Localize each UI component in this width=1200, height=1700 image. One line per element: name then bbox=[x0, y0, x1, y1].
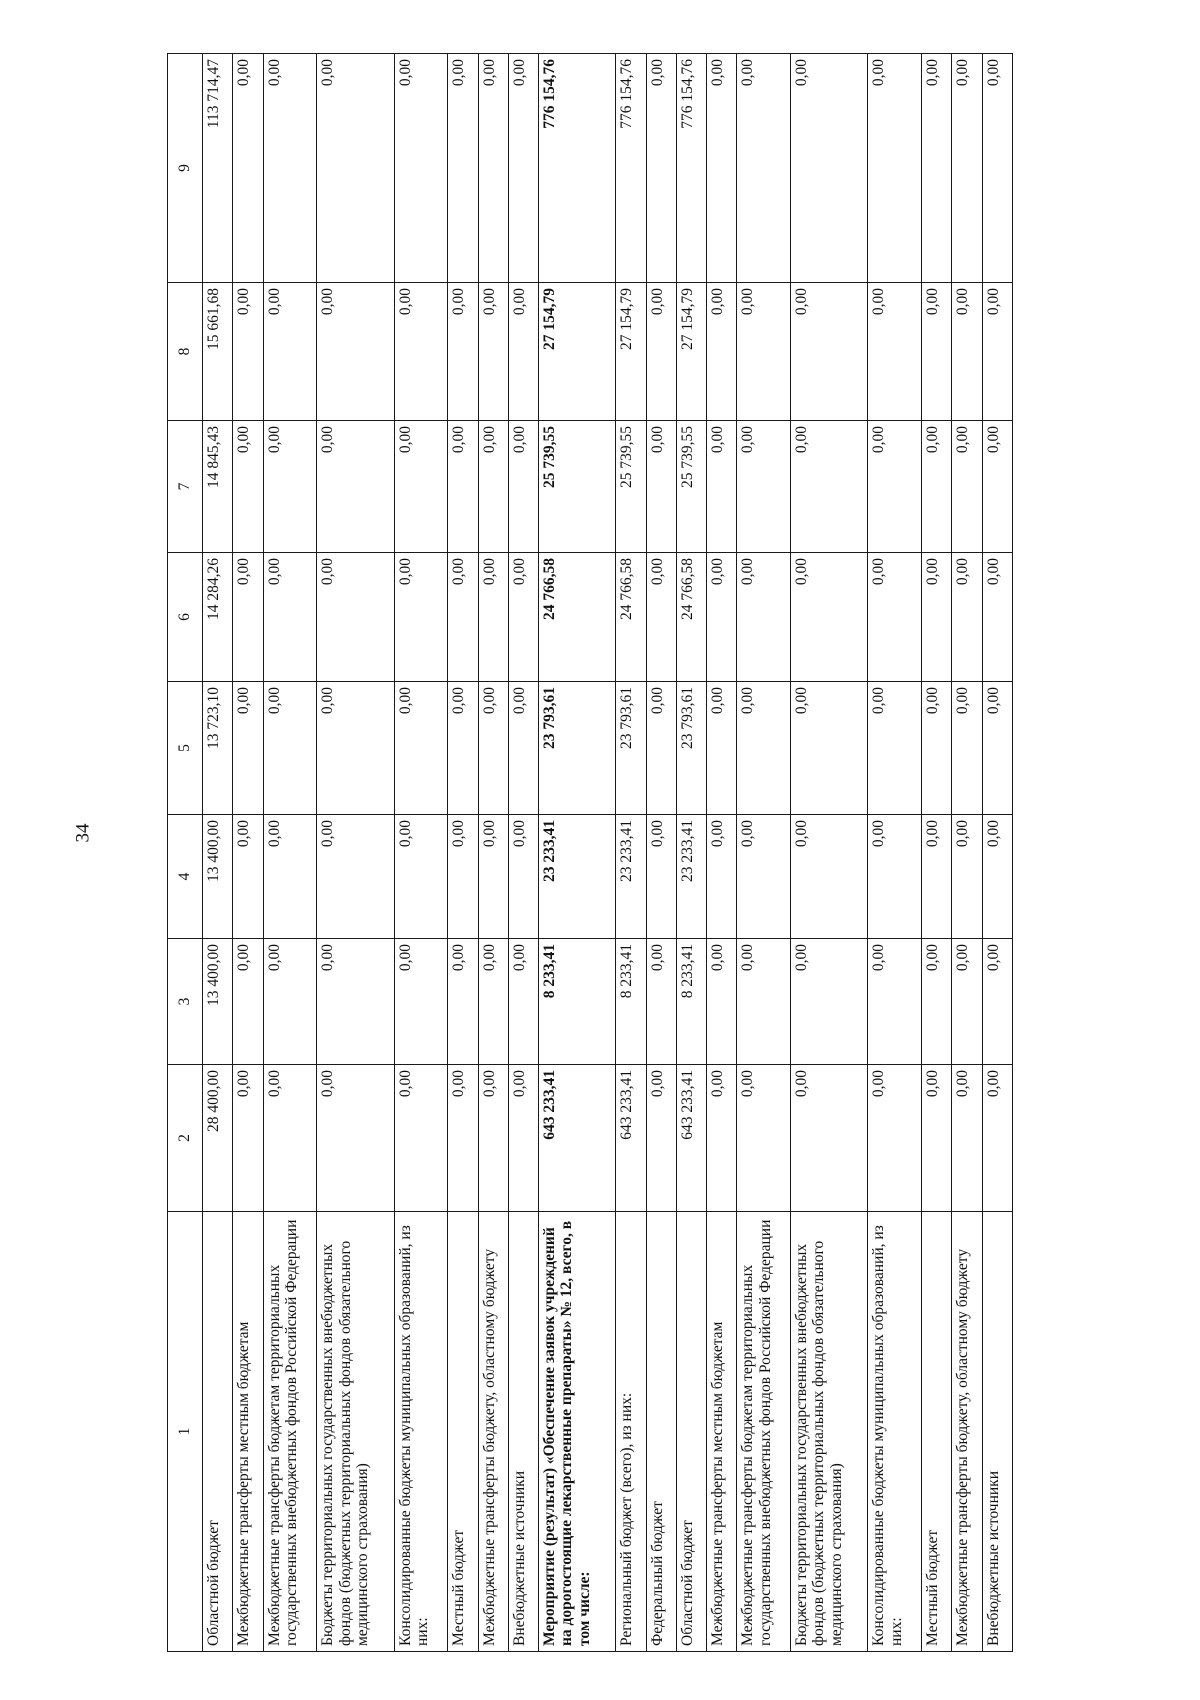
cell-col-6: 0,00 bbox=[394, 553, 448, 682]
cell-col-6: 0,00 bbox=[478, 553, 508, 682]
cell-col-5: 0,00 bbox=[263, 682, 317, 815]
cell-col-7: 0,00 bbox=[448, 421, 478, 553]
cell-col-5: 0,00 bbox=[707, 682, 737, 815]
cell-col-4: 23 233,41 bbox=[616, 815, 646, 939]
cell-col-4: 0,00 bbox=[448, 815, 478, 939]
cell-col-7: 0,00 bbox=[707, 421, 737, 553]
cell-col-7: 0,00 bbox=[317, 421, 394, 553]
cell-col-4: 0,00 bbox=[737, 815, 791, 939]
cell-col-3: 0,00 bbox=[868, 939, 922, 1065]
row-label: Межбюджетные трансферты местным бюджетам bbox=[233, 1212, 263, 1652]
cell-col-2: 643 233,41 bbox=[616, 1065, 646, 1212]
cell-col-2: 0,00 bbox=[317, 1065, 394, 1212]
cell-col-8: 0,00 bbox=[233, 283, 263, 421]
table-row bbox=[982, 54, 1013, 1652]
row-label: Межбюджетные трансферты бюджетам территориальных государственных внебюджетных фондов Российской Федерации bbox=[263, 1212, 317, 1652]
cell-col-8: 0,00 bbox=[737, 283, 791, 421]
cell-col-7: 0,00 bbox=[233, 421, 263, 553]
cell-col-8: 0,00 bbox=[982, 283, 1013, 421]
row-label: Областной бюджет bbox=[203, 1212, 233, 1652]
row-label: Местный бюджет bbox=[922, 1212, 952, 1652]
cell-col-5: 0,00 bbox=[394, 682, 448, 815]
cell-col-9: 0,00 bbox=[922, 54, 952, 283]
cell-col-3: 0,00 bbox=[263, 939, 317, 1065]
cell-col-9: 0,00 bbox=[508, 54, 538, 283]
cell-col-4: 0,00 bbox=[233, 815, 263, 939]
cell-col-6: 24 766,58 bbox=[676, 553, 706, 682]
cell-col-2: 0,00 bbox=[478, 1065, 508, 1212]
cell-col-2: 28 400,00 bbox=[203, 1065, 233, 1212]
cell-col-5: 23 793,61 bbox=[539, 682, 616, 815]
table-row bbox=[952, 54, 982, 1652]
cell-col-4: 13 400,00 bbox=[203, 815, 233, 939]
cell-col-4: 0,00 bbox=[508, 815, 538, 939]
cell-col-4: 23 233,41 bbox=[539, 815, 616, 939]
cell-col-2: 0,00 bbox=[922, 1065, 952, 1212]
table-row bbox=[707, 54, 737, 1652]
cell-col-5: 0,00 bbox=[737, 682, 791, 815]
row-label: Бюджеты территориальных государственных внебюджетных фондов (бюджетных территориальных фондов обязательного медицинского страхования) bbox=[791, 1212, 868, 1652]
row-label: Бюджеты территориальных государственных внебюджетных фондов (бюджетных территориальных фондов обязательного медицинского страхования) bbox=[317, 1212, 394, 1652]
header-row bbox=[168, 54, 203, 1652]
cell-col-3: 8 233,41 bbox=[676, 939, 706, 1065]
table-row bbox=[676, 54, 706, 1652]
column-header-4: 4 bbox=[168, 815, 203, 939]
cell-col-8: 0,00 bbox=[448, 283, 478, 421]
cell-col-9: 0,00 bbox=[317, 54, 394, 283]
cell-col-8: 0,00 bbox=[317, 283, 394, 421]
cell-col-7: 0,00 bbox=[646, 421, 676, 553]
row-label: Межбюджетные трансферты бюджетам территориальных государственных внебюджетных фондов Российской Федерации bbox=[737, 1212, 791, 1652]
cell-col-8: 0,00 bbox=[868, 283, 922, 421]
cell-col-4: 0,00 bbox=[868, 815, 922, 939]
table-row bbox=[868, 54, 922, 1652]
cell-col-2: 0,00 bbox=[791, 1065, 868, 1212]
cell-col-6: 0,00 bbox=[263, 553, 317, 682]
rotated-page-content bbox=[167, 54, 1013, 1652]
table-row bbox=[646, 54, 676, 1652]
cell-col-6: 0,00 bbox=[737, 553, 791, 682]
cell-col-2: 0,00 bbox=[737, 1065, 791, 1212]
cell-col-7: 0,00 bbox=[868, 421, 922, 553]
cell-col-5: 23 793,61 bbox=[676, 682, 706, 815]
cell-col-2: 0,00 bbox=[982, 1065, 1013, 1212]
cell-col-2: 0,00 bbox=[508, 1065, 538, 1212]
cell-col-7: 0,00 bbox=[982, 421, 1013, 553]
cell-col-3: 0,00 bbox=[233, 939, 263, 1065]
cell-col-7: 14 845,43 bbox=[203, 421, 233, 553]
cell-col-6: 0,00 bbox=[448, 553, 478, 682]
cell-col-5: 23 793,61 bbox=[616, 682, 646, 815]
row-label: Межбюджетные трансферты бюджету, областному бюджету bbox=[478, 1212, 508, 1652]
table-row bbox=[233, 54, 263, 1652]
cell-col-6: 14 284,26 bbox=[203, 553, 233, 682]
cell-col-9: 0,00 bbox=[448, 54, 478, 283]
cell-col-7: 0,00 bbox=[922, 421, 952, 553]
cell-col-8: 0,00 bbox=[922, 283, 952, 421]
cell-col-9: 0,00 bbox=[646, 54, 676, 283]
cell-col-7: 0,00 bbox=[952, 421, 982, 553]
cell-col-8: 0,00 bbox=[791, 283, 868, 421]
cell-col-9: 0,00 bbox=[868, 54, 922, 283]
cell-col-8: 27 154,79 bbox=[539, 283, 616, 421]
cell-col-4: 0,00 bbox=[707, 815, 737, 939]
cell-col-9: 0,00 bbox=[478, 54, 508, 283]
cell-col-3: 0,00 bbox=[508, 939, 538, 1065]
table-row bbox=[394, 54, 448, 1652]
row-label: Местный бюджет bbox=[448, 1212, 478, 1652]
cell-col-6: 0,00 bbox=[791, 553, 868, 682]
cell-col-6: 0,00 bbox=[982, 553, 1013, 682]
column-header-1: 1 bbox=[168, 1212, 203, 1652]
cell-col-9: 113 714,47 bbox=[203, 54, 233, 283]
cell-col-8: 0,00 bbox=[478, 283, 508, 421]
cell-col-2: 0,00 bbox=[868, 1065, 922, 1212]
cell-col-9: 776 154,76 bbox=[616, 54, 646, 283]
cell-col-2: 0,00 bbox=[707, 1065, 737, 1212]
table-row bbox=[448, 54, 478, 1652]
cell-col-2: 0,00 bbox=[952, 1065, 982, 1212]
cell-col-7: 0,00 bbox=[394, 421, 448, 553]
cell-col-3: 0,00 bbox=[791, 939, 868, 1065]
table-row bbox=[508, 54, 538, 1652]
table-body bbox=[203, 54, 1013, 1652]
cell-col-8: 0,00 bbox=[394, 283, 448, 421]
cell-col-5: 0,00 bbox=[448, 682, 478, 815]
column-header-6: 6 bbox=[168, 553, 203, 682]
cell-col-5: 0,00 bbox=[952, 682, 982, 815]
row-label: Областной бюджет bbox=[676, 1212, 706, 1652]
cell-col-6: 0,00 bbox=[922, 553, 952, 682]
table-row bbox=[263, 54, 317, 1652]
cell-col-5: 0,00 bbox=[922, 682, 952, 815]
table-row bbox=[737, 54, 791, 1652]
cell-col-6: 0,00 bbox=[952, 553, 982, 682]
column-header-5: 5 bbox=[168, 682, 203, 815]
page-number: 34 bbox=[72, 823, 94, 843]
cell-col-7: 0,00 bbox=[508, 421, 538, 553]
cell-col-7: 0,00 bbox=[737, 421, 791, 553]
cell-col-6: 0,00 bbox=[317, 553, 394, 682]
cell-col-6: 24 766,58 bbox=[539, 553, 616, 682]
cell-col-7: 25 739,55 bbox=[539, 421, 616, 553]
cell-col-8: 0,00 bbox=[646, 283, 676, 421]
cell-col-6: 0,00 bbox=[646, 553, 676, 682]
cell-col-9: 0,00 bbox=[952, 54, 982, 283]
table-row bbox=[616, 54, 646, 1652]
cell-col-5: 0,00 bbox=[233, 682, 263, 815]
cell-col-2: 643 233,41 bbox=[539, 1065, 616, 1212]
table-row bbox=[539, 54, 616, 1652]
row-label: Региональный бюджет (всего), из них: bbox=[616, 1212, 646, 1652]
cell-col-2: 0,00 bbox=[646, 1065, 676, 1212]
cell-col-5: 0,00 bbox=[317, 682, 394, 815]
cell-col-2: 0,00 bbox=[394, 1065, 448, 1212]
table-row bbox=[478, 54, 508, 1652]
cell-col-3: 0,00 bbox=[646, 939, 676, 1065]
cell-col-4: 0,00 bbox=[791, 815, 868, 939]
row-label: Межбюджетные трансферты местным бюджетам bbox=[707, 1212, 737, 1652]
cell-col-3: 0,00 bbox=[448, 939, 478, 1065]
cell-col-9: 0,00 bbox=[791, 54, 868, 283]
cell-col-3: 0,00 bbox=[707, 939, 737, 1065]
cell-col-8: 0,00 bbox=[263, 283, 317, 421]
cell-col-3: 13 400,00 bbox=[203, 939, 233, 1065]
column-header-9: 9 bbox=[168, 54, 203, 283]
cell-col-8: 0,00 bbox=[952, 283, 982, 421]
row-label: Федеральный бюджет bbox=[646, 1212, 676, 1652]
cell-col-4: 0,00 bbox=[394, 815, 448, 939]
cell-col-4: 0,00 bbox=[263, 815, 317, 939]
cell-col-5: 0,00 bbox=[868, 682, 922, 815]
cell-col-7: 25 739,55 bbox=[676, 421, 706, 553]
cell-col-2: 643 233,41 bbox=[676, 1065, 706, 1212]
column-header-2: 2 bbox=[168, 1065, 203, 1212]
column-header-8: 8 bbox=[168, 283, 203, 421]
cell-col-7: 0,00 bbox=[263, 421, 317, 553]
cell-col-5: 0,00 bbox=[478, 682, 508, 815]
cell-col-5: 0,00 bbox=[982, 682, 1013, 815]
cell-col-7: 25 739,55 bbox=[616, 421, 646, 553]
cell-col-2: 0,00 bbox=[448, 1065, 478, 1212]
row-label: Межбюджетные трансферты бюджету, областному бюджету bbox=[952, 1212, 982, 1652]
cell-col-3: 0,00 bbox=[478, 939, 508, 1065]
cell-col-3: 0,00 bbox=[982, 939, 1013, 1065]
row-label: Внебюджетные источники bbox=[982, 1212, 1013, 1652]
cell-col-9: 0,00 bbox=[263, 54, 317, 283]
cell-col-9: 0,00 bbox=[982, 54, 1013, 283]
cell-col-6: 0,00 bbox=[508, 553, 538, 682]
column-header-7: 7 bbox=[168, 421, 203, 553]
table-row bbox=[203, 54, 233, 1652]
cell-col-8: 0,00 bbox=[707, 283, 737, 421]
cell-col-8: 27 154,79 bbox=[676, 283, 706, 421]
cell-col-9: 0,00 bbox=[737, 54, 791, 283]
cell-col-8: 15 661,68 bbox=[203, 283, 233, 421]
cell-col-2: 0,00 bbox=[233, 1065, 263, 1212]
cell-col-4: 0,00 bbox=[478, 815, 508, 939]
row-label: Консолидированные бюджеты муниципальных образований, из них: bbox=[394, 1212, 448, 1652]
cell-col-3: 0,00 bbox=[394, 939, 448, 1065]
row-label: Мероприятие (результат) «Обеспечение заявок учреждений на дорогостоящие лекарственные препараты» № 12, всего, в том числе: bbox=[539, 1212, 616, 1652]
column-header-3: 3 bbox=[168, 939, 203, 1065]
cell-col-3: 0,00 bbox=[952, 939, 982, 1065]
cell-col-4: 23 233,41 bbox=[676, 815, 706, 939]
cell-col-9: 0,00 bbox=[707, 54, 737, 283]
cell-col-4: 0,00 bbox=[922, 815, 952, 939]
cell-col-4: 0,00 bbox=[317, 815, 394, 939]
cell-col-4: 0,00 bbox=[646, 815, 676, 939]
row-label: Консолидированные бюджеты муниципальных образований, из них: bbox=[868, 1212, 922, 1652]
cell-col-6: 0,00 bbox=[233, 553, 263, 682]
cell-col-9: 0,00 bbox=[394, 54, 448, 283]
cell-col-5: 0,00 bbox=[646, 682, 676, 815]
table-row bbox=[317, 54, 394, 1652]
cell-col-8: 27 154,79 bbox=[616, 283, 646, 421]
table-row bbox=[922, 54, 952, 1652]
cell-col-9: 0,00 bbox=[233, 54, 263, 283]
cell-col-5: 0,00 bbox=[791, 682, 868, 815]
cell-col-3: 8 233,41 bbox=[616, 939, 646, 1065]
cell-col-9: 776 154,76 bbox=[539, 54, 616, 283]
cell-col-3: 0,00 bbox=[922, 939, 952, 1065]
cell-col-6: 0,00 bbox=[707, 553, 737, 682]
cell-col-3: 0,00 bbox=[737, 939, 791, 1065]
cell-col-8: 0,00 bbox=[508, 283, 538, 421]
row-label: Внебюджетные источники bbox=[508, 1212, 538, 1652]
cell-col-5: 13 723,10 bbox=[203, 682, 233, 815]
table-row bbox=[791, 54, 868, 1652]
cell-col-2: 0,00 bbox=[263, 1065, 317, 1212]
cell-col-6: 0,00 bbox=[868, 553, 922, 682]
cell-col-7: 0,00 bbox=[791, 421, 868, 553]
cell-col-4: 0,00 bbox=[982, 815, 1013, 939]
cell-col-5: 0,00 bbox=[508, 682, 538, 815]
cell-col-9: 776 154,76 bbox=[676, 54, 706, 283]
cell-col-3: 0,00 bbox=[317, 939, 394, 1065]
cell-col-7: 0,00 bbox=[478, 421, 508, 553]
cell-col-6: 24 766,58 bbox=[616, 553, 646, 682]
budget-table bbox=[167, 53, 1013, 1652]
cell-col-4: 0,00 bbox=[952, 815, 982, 939]
cell-col-3: 8 233,41 bbox=[539, 939, 616, 1065]
